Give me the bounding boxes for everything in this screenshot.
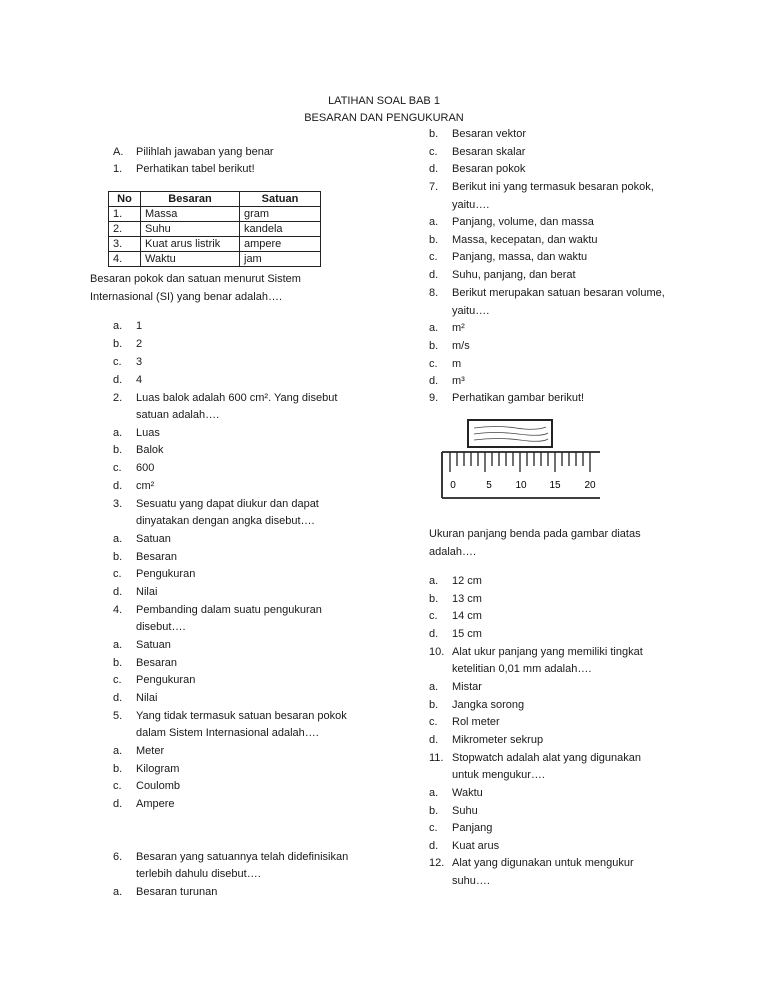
q4-option-b: Besaran: [136, 657, 177, 669]
q9-option-c-label: c.: [429, 610, 438, 622]
q7-option-a-label: a.: [429, 216, 439, 228]
q2-number: 2.: [113, 392, 123, 404]
q1-option-d: 4: [136, 374, 143, 386]
q4-text-line2: disebut….: [136, 621, 186, 633]
q4-option-d: Nilai: [136, 692, 158, 704]
q9-option-d: 15 cm: [452, 628, 482, 640]
q7-option-a: Panjang, volume, dan massa: [452, 216, 594, 228]
q7-text-line2: yaitu….: [452, 199, 490, 211]
table-cell: kandela: [240, 222, 321, 237]
q6-text-line2: terlebih dahulu disebut….: [136, 868, 261, 880]
q8-option-b-label: b.: [429, 340, 439, 352]
q2-option-c-label: c.: [113, 462, 122, 474]
q2-option-b: Balok: [136, 444, 164, 456]
q1-number: 1.: [113, 163, 123, 175]
q1-question-line1: Besaran pokok dan satuan menurut Sistem: [90, 273, 301, 285]
q9-option-a: 12 cm: [452, 575, 482, 587]
q5-option-b: Kilogram: [136, 763, 180, 775]
q6-option-d: Besaran pokok: [452, 163, 526, 175]
q4-option-a: Satuan: [136, 639, 171, 651]
q5-text-line1: Yang tidak termasuk satuan besaran pokok: [136, 710, 347, 722]
q10-text-line1: Alat ukur panjang yang memiliki tingkat: [452, 646, 643, 658]
q6-option-a: Besaran turunan: [136, 886, 218, 898]
q10-option-a: Mistar: [452, 681, 482, 693]
measured-block: [468, 420, 552, 447]
table-cell: 3.: [109, 237, 141, 252]
q3-option-c-label: c.: [113, 568, 122, 580]
q1-option-c: 3: [136, 356, 143, 368]
q9-question-line2: adalah….: [429, 546, 477, 558]
q4-option-a-label: a.: [113, 639, 123, 651]
q1-option-a: 1: [136, 320, 143, 332]
q11-option-a: Waktu: [452, 787, 483, 799]
q9-option-b-label: b.: [429, 593, 439, 605]
doc-subtitle: BESARAN DAN PENGUKURAN: [304, 112, 464, 124]
q2-option-a-label: a.: [113, 427, 123, 439]
q3-option-b-label: b.: [113, 551, 123, 563]
q2-option-b-label: b.: [113, 444, 123, 456]
q6-number: 6.: [113, 851, 123, 863]
ruler-illustration: [436, 416, 608, 500]
q11-option-c-label: c.: [429, 822, 438, 834]
q3-option-d: Nilai: [136, 586, 158, 598]
section-instruction: Pilihlah jawaban yang benar: [136, 146, 274, 158]
table-cell: Kuat arus listrik: [141, 237, 240, 252]
table-row: [109, 237, 321, 252]
q3-option-c: Pengukuran: [136, 568, 196, 580]
q9-option-d-label: d.: [429, 628, 439, 640]
q10-option-a-label: a.: [429, 681, 439, 693]
q6-option-c-label: c.: [429, 146, 438, 158]
q9-option-a-label: a.: [429, 575, 439, 587]
table-cell: 4.: [109, 252, 141, 267]
q8-option-b: m/s: [452, 340, 470, 352]
q5-option-d-label: d.: [113, 798, 123, 810]
table-cell: ampere: [240, 237, 321, 252]
ruler-label-20: 20: [584, 480, 596, 491]
q8-number: 8.: [429, 287, 439, 299]
table-header-row: [109, 192, 321, 207]
q6-option-b-label: b.: [429, 128, 439, 140]
q1-question-line2: Internasional (SI) yang benar adalah….: [90, 291, 283, 303]
table-header-no: No: [109, 192, 141, 207]
q11-option-b-label: b.: [429, 805, 439, 817]
q8-option-c-label: c.: [429, 358, 438, 370]
q11-option-d: Kuat arus: [452, 840, 500, 852]
q9-number: 9.: [429, 392, 439, 404]
q3-option-d-label: d.: [113, 586, 123, 598]
table-cell: Waktu: [141, 252, 240, 267]
q7-option-c: Panjang, massa, dan waktu: [452, 251, 588, 263]
q5-option-d: Ampere: [136, 798, 175, 810]
q7-option-b-label: b.: [429, 234, 439, 246]
q2-text-line2: satuan adalah….: [136, 409, 220, 421]
q2-option-a: Luas: [136, 427, 160, 439]
q5-number: 5.: [113, 710, 123, 722]
table-header-satuan: Satuan: [240, 192, 321, 207]
q6-option-a-label: a.: [113, 886, 123, 898]
ruler-label-15: 15: [549, 480, 561, 491]
table-row: [109, 222, 321, 237]
table-cell: Suhu: [141, 222, 240, 237]
q4-text-line1: Pembanding dalam suatu pengukuran: [136, 604, 322, 616]
q11-number: 11.: [429, 752, 444, 764]
table-row: [109, 252, 321, 267]
q10-option-d: Mikrometer sekrup: [452, 734, 544, 746]
table-cell: 2.: [109, 222, 141, 237]
table-row: [109, 207, 321, 222]
q2-text-line1: Luas balok adalah 600 cm². Yang disebut: [136, 392, 338, 404]
ruler-ticks: [450, 452, 590, 472]
q8-option-a-label: a.: [429, 322, 439, 334]
q4-option-c-label: c.: [113, 674, 122, 686]
q3-option-a: Satuan: [136, 533, 171, 545]
q1-option-c-label: c.: [113, 356, 122, 368]
table-cell: Massa: [141, 207, 240, 222]
section-label: A.: [113, 146, 124, 158]
q11-text-line2: untuk mengukur….: [452, 769, 545, 781]
q12-text-line2: suhu….: [452, 875, 490, 887]
q1-text: Perhatikan tabel berikut!: [136, 163, 255, 175]
q8-option-c: m: [452, 358, 462, 370]
q11-text-line1: Stopwatch adalah alat yang digunakan: [452, 752, 641, 764]
q1-option-a-label: a.: [113, 320, 123, 332]
q2-option-d-label: d.: [113, 480, 123, 492]
q11-option-a-label: a.: [429, 787, 439, 799]
q8-option-d: m³: [452, 375, 465, 387]
q3-number: 3.: [113, 498, 123, 510]
q3-text-line2: dinyatakan dengan angka disebut….: [136, 515, 315, 527]
q7-option-c-label: c.: [429, 251, 438, 263]
q6-option-d-label: d.: [429, 163, 439, 175]
q10-option-b-label: b.: [429, 699, 439, 711]
q2-option-d: cm²: [136, 480, 155, 492]
q10-option-c-label: c.: [429, 716, 438, 728]
q1-option-d-label: d.: [113, 374, 123, 386]
table-header-besaran: Besaran: [141, 192, 240, 207]
q3-text-line1: Sesuatu yang dapat diukur dan dapat: [136, 498, 319, 510]
q3-option-b: Besaran: [136, 551, 177, 563]
q11-option-d-label: d.: [429, 840, 439, 852]
q3-option-a-label: a.: [113, 533, 123, 545]
ruler-label-0: 0: [450, 480, 456, 491]
ruler-label-10: 10: [515, 480, 527, 491]
table-cell: jam: [240, 252, 321, 267]
q8-option-a: m²: [452, 322, 465, 334]
table-cell: gram: [240, 207, 321, 222]
q7-option-d: Suhu, panjang, dan berat: [452, 269, 576, 281]
q9-option-c: 14 cm: [452, 610, 482, 622]
q9-option-b: 13 cm: [452, 593, 482, 605]
ruler-label-5: 5: [486, 480, 492, 491]
q4-option-c: Pengukuran: [136, 674, 196, 686]
q4-option-d-label: d.: [113, 692, 123, 704]
q9-text: Perhatikan gambar berikut!: [452, 392, 585, 404]
q6-option-b: Besaran vektor: [452, 128, 526, 140]
table-cell: 1.: [109, 207, 141, 222]
q10-option-c: Rol meter: [452, 716, 500, 728]
q10-number: 10.: [429, 646, 445, 658]
q10-option-b: Jangka sorong: [452, 699, 525, 711]
q5-option-b-label: b.: [113, 763, 123, 775]
q12-number: 12.: [429, 857, 445, 869]
doc-title: LATIHAN SOAL BAB 1: [328, 95, 440, 107]
q7-number: 7.: [429, 181, 439, 193]
q4-option-b-label: b.: [113, 657, 123, 669]
q6-option-c: Besaran skalar: [452, 146, 526, 158]
q5-option-c: Coulomb: [136, 780, 181, 792]
q5-option-c-label: c.: [113, 780, 122, 792]
q8-text-line1: Berikut merupakan satuan besaran volume,: [452, 287, 665, 299]
q1-option-b: 2: [136, 338, 143, 350]
q7-option-d-label: d.: [429, 269, 439, 281]
q10-option-d-label: d.: [429, 734, 439, 746]
q2-option-c: 600: [136, 462, 155, 474]
q4-number: 4.: [113, 604, 123, 616]
q11-option-b: Suhu: [452, 805, 478, 817]
q1-table: [108, 191, 321, 267]
q8-text-line2: yaitu….: [452, 305, 490, 317]
q7-text-line1: Berikut ini yang termasuk besaran pokok,: [452, 181, 654, 193]
q12-text-line1: Alat yang digunakan untuk mengukur: [452, 857, 634, 869]
q5-text-line2: dalam Sistem Internasional adalah….: [136, 727, 319, 739]
q11-option-c: Panjang: [452, 822, 493, 834]
q10-text-line2: ketelitian 0,01 mm adalah….: [452, 663, 592, 675]
q5-option-a: Meter: [136, 745, 165, 757]
q7-option-b: Massa, kecepatan, dan waktu: [452, 234, 598, 246]
q9-question-line1: Ukuran panjang benda pada gambar diatas: [429, 528, 641, 540]
q6-text-line1: Besaran yang satuannya telah didefinisikan: [136, 851, 349, 863]
q8-option-d-label: d.: [429, 375, 439, 387]
q1-option-b-label: b.: [113, 338, 123, 350]
q5-option-a-label: a.: [113, 745, 123, 757]
